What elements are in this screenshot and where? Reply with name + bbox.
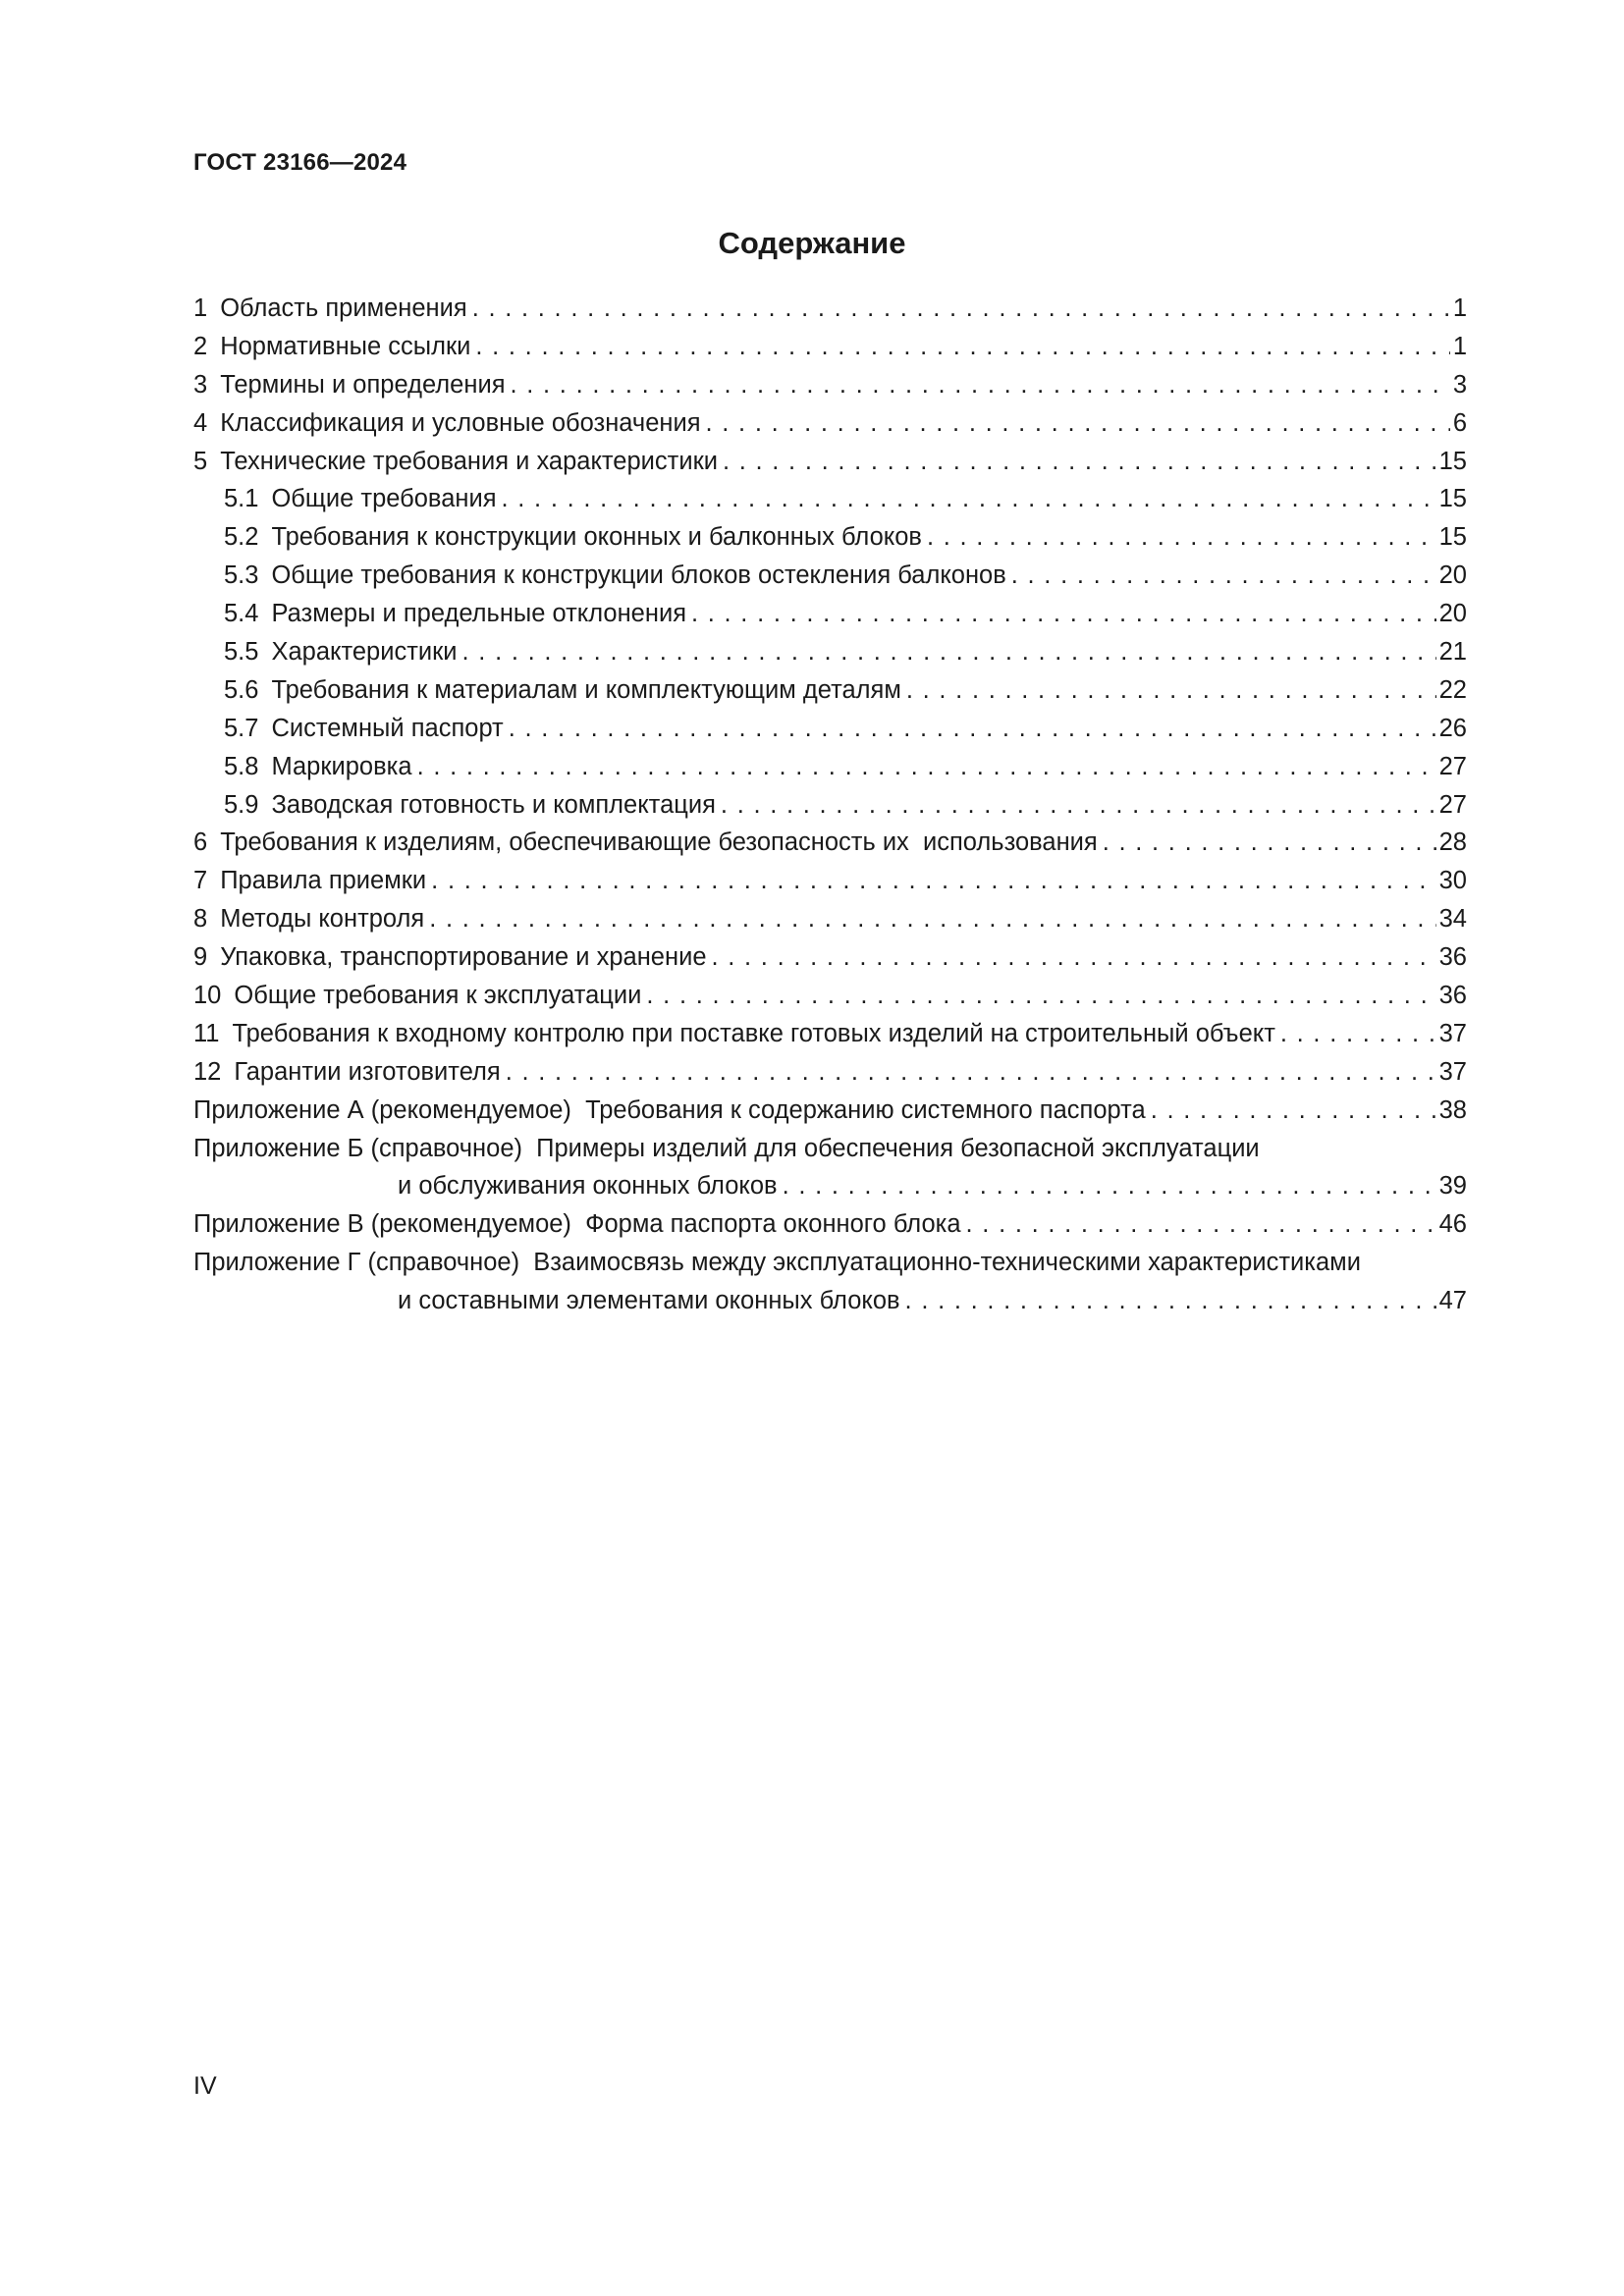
toc-entry-page: 30 [1438,867,1467,895]
toc-entry-page: 15 [1438,447,1467,475]
toc-entry-title: Системный паспорт [271,714,504,742]
toc-entry[interactable] [193,1015,1467,1053]
toc-entry-title: Характеристики [271,638,458,667]
toc-entry-number: 5.3 [224,561,259,590]
toc-entry-number: 3 [193,370,208,399]
document-header: ГОСТ 23166—2024 [193,149,407,176]
toc-entry-title: Правила приемки [220,867,427,895]
toc-entry[interactable] [193,518,1467,557]
toc-entry-number: 5.2 [224,523,259,552]
toc-entry-page: 37 [1438,1057,1467,1086]
toc-entry-page: 38 [1438,1095,1467,1124]
toc-entry[interactable] [193,443,1467,481]
toc-entry[interactable] [193,862,1467,900]
page-number: IV [193,2072,217,2100]
toc-appendix-entry[interactable] [193,1205,1467,1244]
toc-entry-number: 5.1 [224,485,259,513]
toc-entry-page: 15 [1438,523,1467,552]
toc-entry-title: Классификация и условные обозначения [220,408,701,437]
toc-entry[interactable] [193,366,1467,404]
toc-entry-page: 27 [1438,790,1467,819]
toc-entry-page: 47 [1438,1287,1467,1315]
toc-entry-title: и обслуживания оконных блоков [398,1172,778,1201]
toc-entry-title: Нормативные ссылки [220,332,471,360]
toc-entry-number: 5.6 [224,675,259,704]
toc-entry-page: 15 [1438,485,1467,513]
toc-appendix-entry-continuation[interactable] [193,1282,1467,1320]
toc-entry-number: 5 [193,447,208,475]
toc-entry-title: Требования к конструкции оконных и балконных блоков [271,523,922,552]
toc-appendix-entry[interactable] [193,1092,1467,1130]
toc-entry-number: 7 [193,867,208,895]
toc-entry-title: Приложение А (рекомендуемое) Требования к содержанию системного паспорта [193,1095,1146,1124]
toc-entry-page: 34 [1438,905,1467,934]
toc-entry-page: 28 [1438,828,1467,857]
toc-entry[interactable] [193,710,1467,748]
toc-entry-page: 39 [1438,1172,1467,1201]
toc-entry[interactable] [193,977,1467,1015]
toc-entry-page: 46 [1438,1210,1467,1239]
toc-entry-title: Технические требования и характеристики [220,447,718,475]
toc-entry-title: Приложение В (рекомендуемое) Форма паспорта оконного блока [193,1210,961,1239]
toc-entry[interactable] [193,786,1467,825]
toc-entry-page: 6 [1452,408,1467,437]
toc-entry-number: 5.9 [224,790,259,819]
toc-entry[interactable] [193,557,1467,595]
toc-entry-title: и составными элементами оконных блоков [398,1287,900,1315]
toc-entry-page: 37 [1438,1019,1467,1047]
table-of-contents [193,290,1467,1320]
toc-entry[interactable] [193,290,1467,328]
toc-entry-title: Требования к входному контролю при поставке готовых изделий на строительный объект [232,1019,1275,1047]
toc-entry-title: Приложение Б (справочное) Примеры изделий для обеспечения безопасной эксплуатации [193,1134,1260,1162]
toc-entry-number: 5.7 [224,714,259,742]
toc-entry-page: 22 [1438,675,1467,704]
toc-entry-number: 5.8 [224,752,259,780]
toc-entry-title: Требования к изделиям, обеспечивающие безопасность их использования [220,828,1098,857]
toc-entry-page: 1 [1452,332,1467,360]
toc-entry-title: Общие требования к конструкции блоков остекления балконов [271,561,1006,590]
toc-entry-number: 5.5 [224,638,259,667]
toc-title: Содержание [718,226,906,260]
toc-entry-page: 3 [1452,370,1467,399]
toc-appendix-entry[interactable] [193,1130,1467,1168]
toc-entry-title: Приложение Г (справочное) Взаимосвязь между эксплуатационно-техническими характеристиками [193,1249,1361,1277]
toc-entry-title: Размеры и предельные отклонения [271,600,686,628]
toc-entry-number: 11 [193,1019,220,1047]
toc-entry-page: 20 [1438,600,1467,628]
toc-entry-number: 10 [193,982,222,1010]
toc-entry-number: 12 [193,1057,222,1086]
toc-entry-page: 27 [1438,752,1467,780]
toc-entry-number: 1 [193,294,208,322]
toc-entry-title: Упаковка, транспортирование и хранение [220,943,707,972]
toc-entry[interactable] [193,404,1467,443]
toc-entry-title: Методы контроля [220,905,425,934]
toc-entry-number: 5.4 [224,600,259,628]
toc-entry-title: Маркировка [271,752,412,780]
toc-entry-title: Общие требования [271,485,497,513]
toc-appendix-entry-continuation[interactable] [193,1167,1467,1205]
toc-entry-title: Требования к материалам и комплектующим деталям [271,675,901,704]
toc-entry-number: 6 [193,828,208,857]
toc-entry-title: Область применения [220,294,467,322]
toc-entry-title: Заводская готовность и комплектация [271,790,716,819]
toc-entry[interactable] [193,748,1467,786]
toc-entry-page: 20 [1438,561,1467,590]
toc-entry[interactable] [193,938,1467,977]
toc-entry-number: 4 [193,408,208,437]
toc-entry-title: Гарантии изготовителя [234,1057,501,1086]
toc-entry-page: 21 [1438,638,1467,667]
toc-entry[interactable] [193,671,1467,710]
toc-entry-title: Термины и определения [220,370,506,399]
toc-appendix-entry[interactable] [193,1244,1467,1282]
toc-entry-page: 1 [1452,294,1467,322]
toc-entry[interactable] [193,595,1467,633]
toc-entry[interactable] [193,900,1467,938]
toc-entry-page: 36 [1438,982,1467,1010]
toc-entry-page: 36 [1438,943,1467,972]
toc-entry-page: 26 [1438,714,1467,742]
toc-entry[interactable] [193,824,1467,862]
toc-entry[interactable] [193,480,1467,518]
toc-entry[interactable] [193,328,1467,366]
toc-entry-number: 8 [193,905,208,934]
toc-entry-title: Общие требования к эксплуатации [234,982,642,1010]
toc-entry[interactable] [193,1053,1467,1092]
toc-entry-number: 9 [193,943,208,972]
toc-entry[interactable] [193,633,1467,671]
toc-entry-number: 2 [193,332,208,360]
